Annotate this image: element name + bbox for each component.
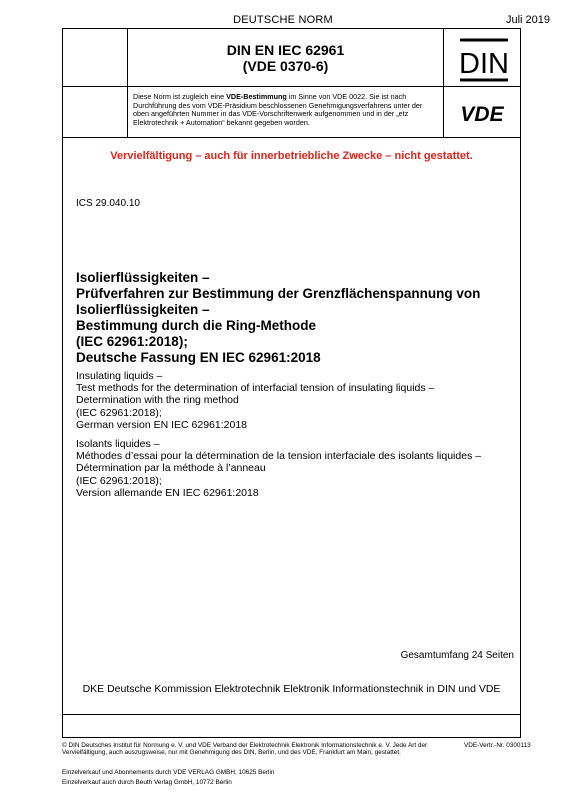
title-english <box>76 370 506 431</box>
vde-note <box>133 93 439 127</box>
title-english-line: Test methods for the determination of interfacial tension of insulating liquids – <box>76 382 435 395</box>
title-german <box>76 270 506 366</box>
din-logo <box>458 38 510 82</box>
ics-code: ICS 29.040.10 <box>76 198 140 209</box>
title-german-line: Deutsche Fassung EN IEC 62961:2018 <box>76 350 321 365</box>
sales-note-beuth: Einzelverkauf auch durch Beuth Verlag GmbH, 10772 Berlin <box>62 779 232 786</box>
title-german-line: Bestimmung durch die Ring-Methode <box>76 318 317 333</box>
title-german-line: Isolierflüssigkeiten – <box>76 302 210 317</box>
title-english-line: Determination with the ring method <box>76 394 239 407</box>
title-german-line: Isolierflüssigkeiten – <box>76 270 210 285</box>
title-french-line: Détermination par la méthode à l’anneau <box>76 462 266 475</box>
title-german-line: (IEC 62961:2018); <box>76 334 188 349</box>
vde-note-bold: VDE-Bestimmung <box>226 92 287 101</box>
copy-warning: Vervielfältigung – auch für innerbetriebliche Zwecke – nicht gestattet. <box>110 150 473 162</box>
vde-vertr-nr: VDE-Vertr.-Nr. 0300113 <box>464 742 531 749</box>
divider-right-column <box>443 28 444 138</box>
title-english-line: Insulating liquids – <box>76 370 163 382</box>
dke-line: DKE Deutsche Kommission Elektrotechnik Elektronik Informationstechnik in DIN und VDE <box>82 683 501 695</box>
title-french-line: Isolants liquides – <box>76 438 160 450</box>
title-english-line: (IEC 62961:2018); <box>76 406 162 419</box>
total-pages: Gesamtumfang 24 Seiten <box>400 650 514 661</box>
sales-note-vde: Einzelverkauf und Abonnements durch VDE VERLAG GMBH, 10625 Berlin <box>62 769 275 776</box>
norm-type: DEUTSCHE NORM <box>233 14 333 26</box>
vde-note-rest: im Sinne von VDE 0022. Sie ist nach Durchführung des vom VDE-Präsidium beschlossenen Genehmigungsverfahrens unter der oben angeführten Nummer in das VDE-Vorschriftenwerk aufgenommen und in der „etz Elektrotechnik + Automation“ bekannt gegeben worden. <box>133 92 423 127</box>
vde-classification: (VDE 0370-6) <box>242 58 329 74</box>
vde-note-lead: Diese Norm ist zugleich eine <box>133 92 227 101</box>
title-german-line: Prüfverfahren zur Bestimmung der Grenzflächenspannung von <box>76 286 481 301</box>
standard-number: DIN EN IEC 62961 <box>226 42 345 58</box>
vde-logo-text: VDE <box>460 103 504 125</box>
title-french-line: Méthodes d’essai pour la détermination de la tension interfaciale des isolants liquides – <box>76 450 482 463</box>
divider-note <box>62 137 521 138</box>
din-logo-text: DIN <box>459 48 509 80</box>
divider-title <box>62 86 521 87</box>
title-french-line: Version allemande EN IEC 62961:2018 <box>76 486 259 499</box>
title-french <box>76 438 506 499</box>
title-english-line: German version EN IEC 62961:2018 <box>76 418 248 431</box>
title-french-line: (IEC 62961:2018); <box>76 474 162 487</box>
vde-logo <box>448 103 516 125</box>
issue-date: Juli 2019 <box>505 14 550 26</box>
divider-footer <box>62 714 521 715</box>
copyright-notice: © DIN Deutsches Institut für Normung e. V. und VDE Verband der Elektrotechnik Elektronik Informationstechnik e. V. Jede Art der Vervielfältigung, auch auszugsweise, nur mit Genehmigung des DIN, Berlin, und des VDE, Frankfurt am Main, gestattet. <box>62 742 428 757</box>
